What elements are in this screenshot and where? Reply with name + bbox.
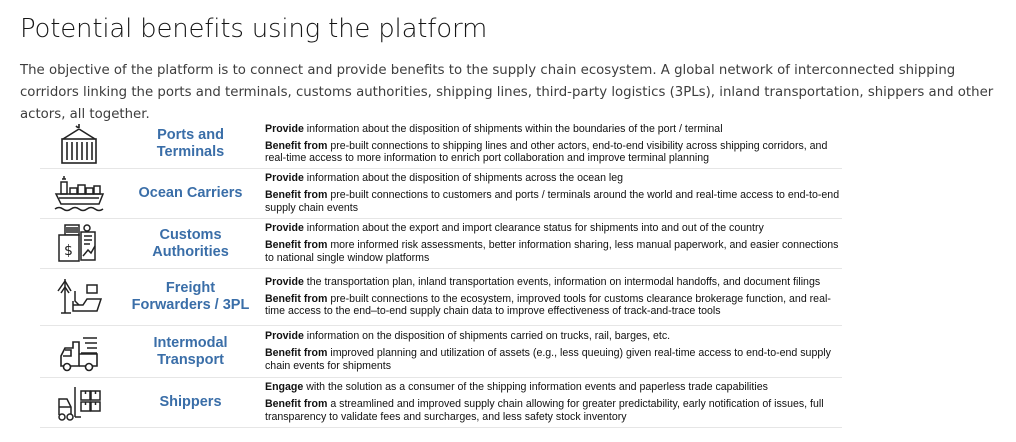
benefit-row-ocean-carriers <box>40 169 842 219</box>
actor-description: Provide information about the disposition of shipments within the boundaries of the port / terminal Benefit from pre-built connections to shipping lines and other actors, end-to-end visibility across shipping corridors, and real-time access to more information to enrich port collaboration and improve terminal planning <box>265 122 828 165</box>
benefits-table <box>40 120 842 428</box>
actor-description: Provide the transportation plan, inland transportation events, information on intermodal handoffs, and document filings Benefit from pre-built connections to the ecosystem, improved tools for customs clearance brokerage function, and real-time access to the end–to-end supply chain data to improve effectiveness of track-and-trace tools <box>265 275 831 318</box>
actor-label: Freight Forwarders / 3PL <box>131 280 250 313</box>
actor-description: Provide information about the disposition of shipments across the ocean leg Benefit from pre-built connections to customers and ports / terminals around the world and real-time access to end-to-end supply chain events <box>265 172 840 214</box>
actor-label: Ports and Terminals <box>156 127 225 160</box>
actor-label: Intermodal Transport <box>153 334 228 368</box>
benefit-row-intermodal <box>40 326 842 378</box>
actor-label: Ocean Carriers <box>138 185 243 201</box>
benefit-row-shippers <box>40 378 842 428</box>
actor-description: Engage with the solution as a consumer of the shipping information events and paperless trade capabilities Benefit from a streamlined and improved supply chain allowing for greater predictability, early notification of issues, full transparency to validate fees and surcharges, and less safety stock inventory <box>265 381 824 423</box>
forklift-boxes-icon <box>53 381 105 425</box>
freight-hook-icon <box>53 275 105 319</box>
intro-paragraph: The objective of the platform is to connect and provide benefits to the supply chain ecosystem. A global network of interconnected shipping corridors linking the ports and terminals, customs authorities, shipping lines, third-party logistics (3PLs), inland transportation, shippers and other actors, all together. <box>20 63 994 122</box>
cargo-ship-icon <box>53 172 105 216</box>
actor-label: Customs Authorities <box>152 226 229 260</box>
delivery-truck-icon <box>53 330 105 374</box>
page-title: Potential benefits using the platform <box>20 14 488 44</box>
benefit-row-customs <box>40 219 842 269</box>
actor-description: Provide information about the export and import clearance status for shipments into and out of the country Benefit from more informed risk assessments, better information sharing, less manual paperwork, and easier connections to national single window platforms <box>265 222 839 264</box>
benefit-row-ports <box>40 120 842 169</box>
actor-description: Provide information on the disposition of shipments carried on trucks, rail, barges, etc. Benefit from improved planning and utilization of assets (e.g., less queuing) given real-time access to end-to-end supply chain events for shipments <box>265 330 831 372</box>
benefit-row-freight-forwarders <box>40 269 842 326</box>
container-crane-icon <box>53 122 105 166</box>
customs-documents-icon <box>53 222 105 266</box>
actor-label: Shippers <box>159 394 222 410</box>
svg-text:$: $ <box>64 242 73 259</box>
